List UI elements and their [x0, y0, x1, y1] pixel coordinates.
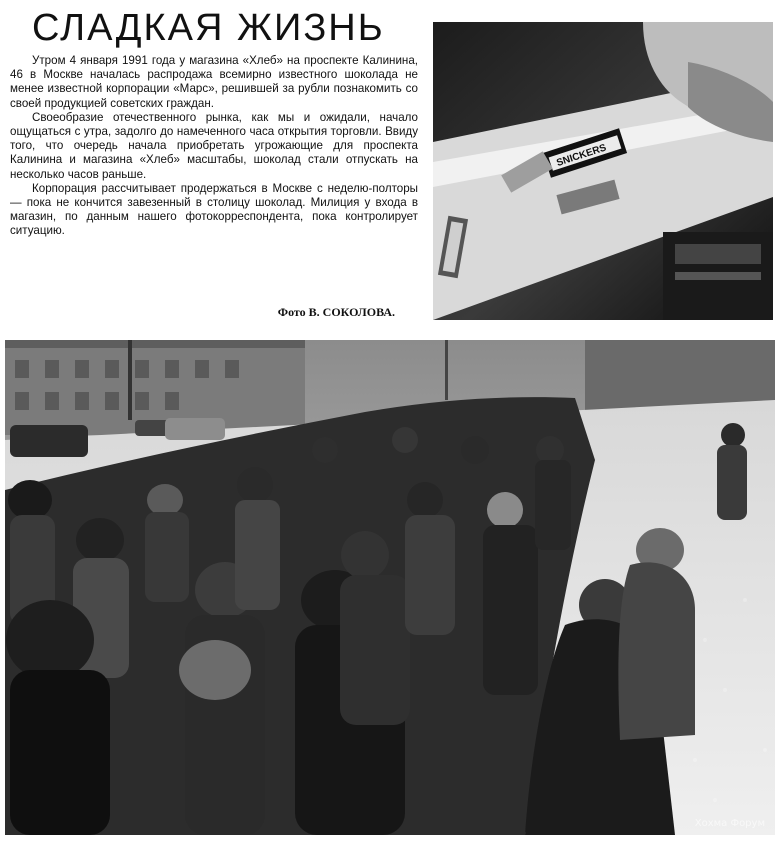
snickers-wrapper-text: SNICKERS: [555, 142, 608, 169]
watermark: Хохма Форум: [694, 818, 765, 829]
article-paragraph-3: Корпорация рассчитывает продержаться в Москве с неделю-полторы — пока не кончится завезенный в столицу шоколад. Милиция у входа в магазин, по данным нашего фотокорреспондента, пока контролирует ситуацию.: [10, 181, 418, 238]
photo-credit: Фото В. СОКОЛОВА.: [277, 305, 395, 319]
article-paragraph-2: Своеобразие отечественного рынка, как мы и ожидали, начало ощущаться с утра, задолго до намеченного часа открытия торговли. Ввиду того, что очередь начала приобретать угрожающие для проспекта Калинина и магазина «Хлеб» масштабы, шоколад стали отпускать на несколько часов раньше.: [10, 110, 418, 181]
article-body: [10, 54, 418, 239]
article-paragraph-1: Утром 4 января 1991 года у магазина «Хлеб» на проспекте Калинина, 46 в Москве началась распродажа всемирно известного шоколада не менее известной корпорации «Марс», решившей за рубли познакомить со своей продукцией советских граждан.: [10, 54, 418, 110]
headline: СЛАДКАЯ ЖИЗНЬ: [32, 7, 385, 49]
chocolate-counter-photo: [433, 22, 773, 320]
queue-photo: [5, 340, 775, 835]
